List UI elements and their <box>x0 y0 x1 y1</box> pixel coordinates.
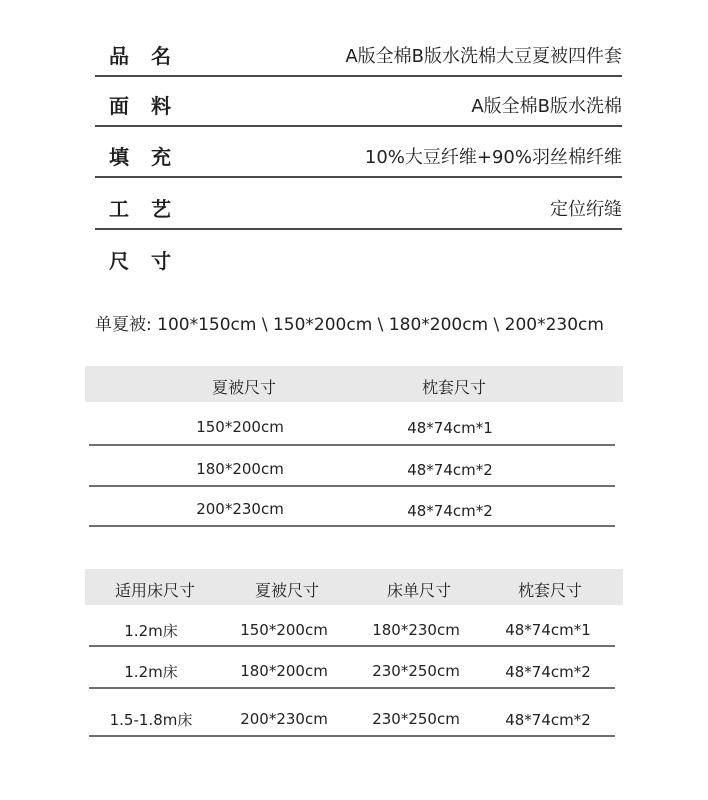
table-cell: 180*230cm <box>372 621 460 639</box>
column-header: 夏被尺寸 <box>211 378 277 397</box>
table-cell: 48*74cm*2 <box>505 663 591 681</box>
column-header: 适用床尺寸 <box>114 581 196 600</box>
row-divider <box>89 735 615 737</box>
spec-row-name <box>95 25 622 77</box>
spec-row-fabric <box>95 75 622 127</box>
row-divider <box>89 645 615 647</box>
table-cell: 1.5-1.8m床 <box>109 711 193 729</box>
table-cell: 200*230cm <box>240 710 328 728</box>
spec-label: 品名 <box>109 44 193 68</box>
table-cell: 150*200cm <box>196 418 284 436</box>
row-divider <box>89 525 615 527</box>
row-divider <box>89 687 615 689</box>
column-header: 夏被尺寸 <box>254 581 320 600</box>
table-cell: 200*230cm <box>196 500 284 518</box>
spec-value: 定位绗缝 <box>550 199 622 220</box>
single-quilt-sizes: 单夏被: 100*150cm \ 150*200cm \ 180*200cm \ 200*230cm <box>95 315 604 335</box>
spec-label: 尺寸 <box>109 249 193 273</box>
size-table-full <box>85 569 623 744</box>
spec-row-craft <box>95 178 622 230</box>
table-cell: 230*250cm <box>372 710 460 728</box>
table-cell: 230*250cm <box>372 662 460 680</box>
table-header <box>85 366 623 402</box>
table-header <box>85 569 623 605</box>
column-header: 枕套尺寸 <box>421 378 487 397</box>
table-cell: 180*200cm <box>196 460 284 478</box>
spec-value: A版全棉B版水洗棉 <box>471 96 622 117</box>
table-cell: 180*200cm <box>240 662 328 680</box>
spec-value: A版全棉B版水洗棉大豆夏被四件套 <box>345 46 622 67</box>
row-divider <box>89 485 615 487</box>
spec-row-size <box>95 230 622 280</box>
size-table-simple <box>85 366 623 531</box>
spec-row-filling <box>95 126 622 178</box>
table-cell: 48*74cm*2 <box>505 711 591 729</box>
table-cell: 48*74cm*2 <box>407 461 493 479</box>
table-cell: 48*74cm*1 <box>505 621 591 639</box>
column-header: 床单尺寸 <box>386 581 452 600</box>
table-cell: 150*200cm <box>240 621 328 639</box>
table-cell: 48*74cm*1 <box>407 419 493 437</box>
spec-label: 填充 <box>109 145 193 169</box>
spec-label: 工艺 <box>109 197 193 221</box>
column-header: 枕套尺寸 <box>517 581 583 600</box>
row-divider <box>89 444 615 446</box>
spec-label: 面料 <box>109 94 193 118</box>
table-cell: 48*74cm*2 <box>407 502 493 520</box>
table-cell: 1.2m床 <box>124 622 178 640</box>
spec-value: 10%大豆纤维+90%羽丝棉纤维 <box>364 147 622 168</box>
table-cell: 1.2m床 <box>124 663 178 681</box>
